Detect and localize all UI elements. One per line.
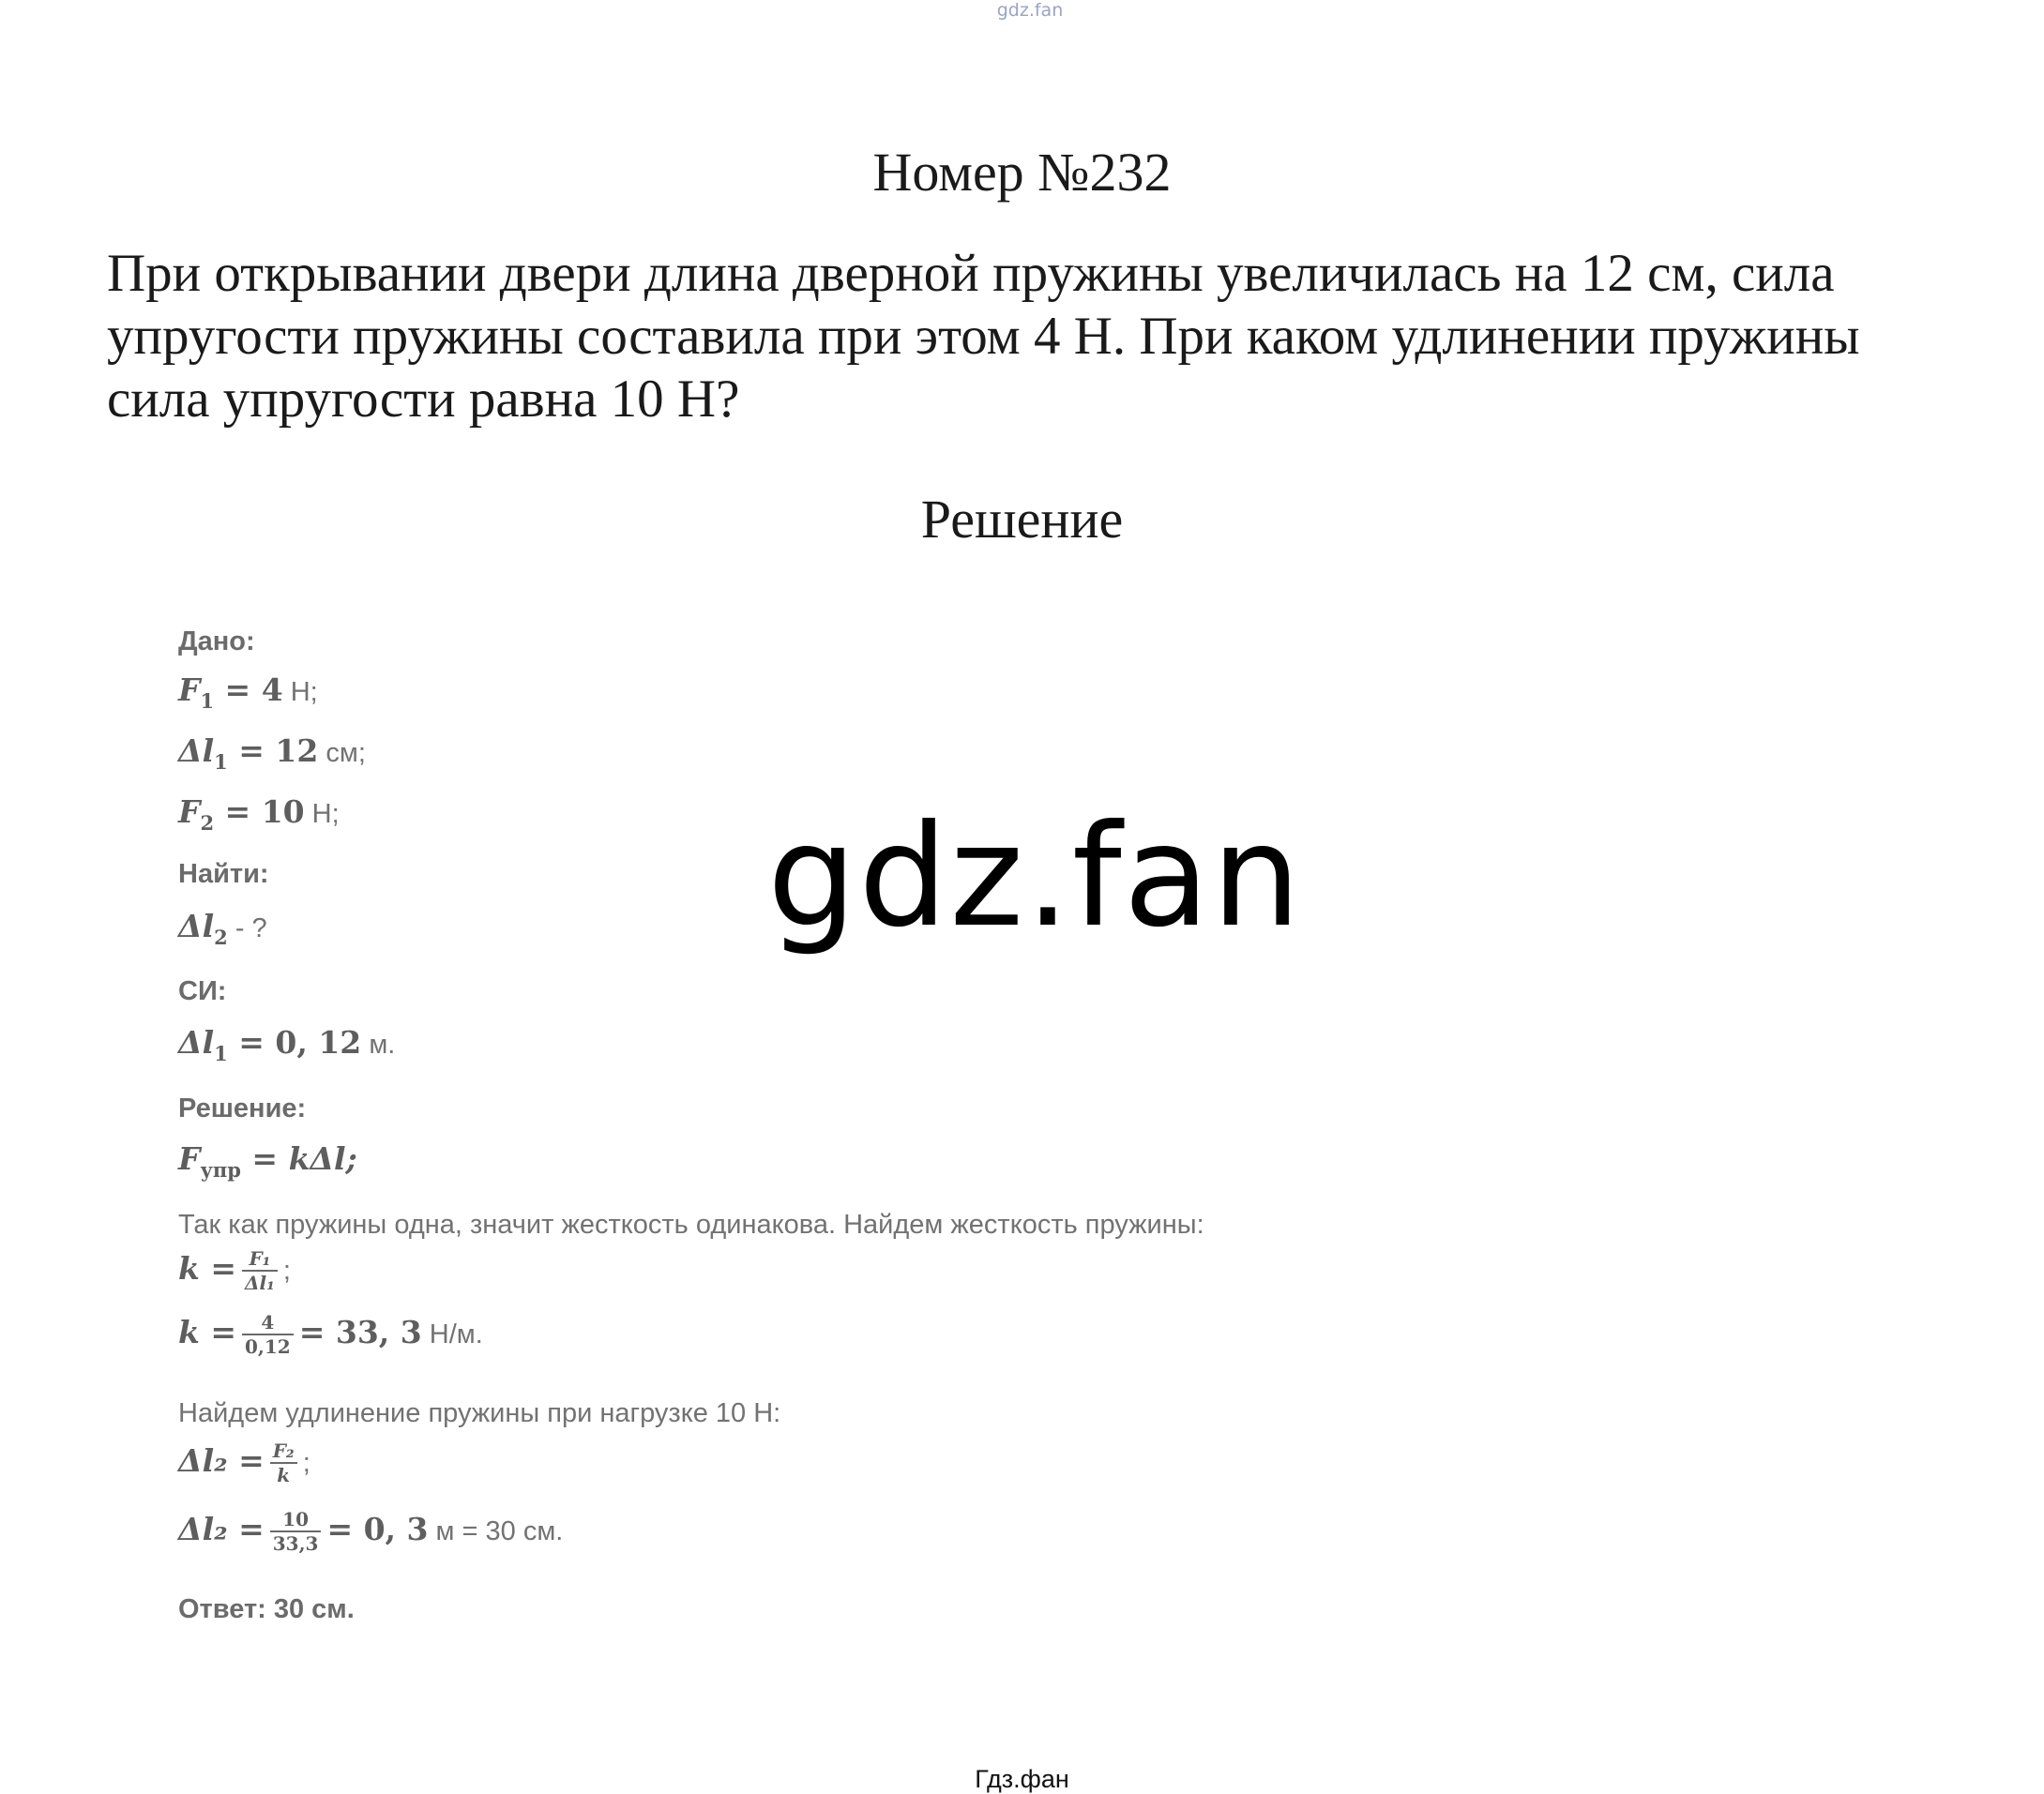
task-text: При открывании двери длина дверной пружины увеличилась на 12 см, сила упругости пружины составила при этом 4 Н. При каком удлинении пружины сила упругости равна 10 Н?: [107, 244, 1860, 429]
find-label: Найти:: [178, 859, 269, 889]
find-value: $\Delta l_2$ - ?: [178, 908, 267, 949]
formula-hooke: $F_{упр} = k\Delta l$;: [178, 1140, 357, 1182]
center-watermark: gdz.fan: [767, 795, 1303, 958]
given-label: Дано:: [178, 626, 255, 656]
answer: Ответ: 30 см.: [178, 1594, 355, 1624]
given-f1: $F_1 = 4$ Н;: [178, 671, 318, 713]
si-value: $\Delta l_1 = 0$, 12 м.: [178, 1024, 396, 1065]
note-stiffness: Так как пружины одна, значит жесткость одинакова. Найдем жесткость пружины:: [178, 1210, 1204, 1240]
footer-text: Гдз.фан: [975, 1765, 1069, 1793]
k-formula: k = $\frac{\text{F₁}}{\text{Δl₁}}$ ;: [178, 1247, 291, 1294]
top-watermark: gdz.fan: [996, 0, 1064, 21]
dl2-formula: Δl₂ = $\frac{\text{F₂}}{k}$ ;: [178, 1440, 310, 1486]
k-calc: k = $\frac{4}{0,12}$ = 33, 3 Н/м.: [178, 1311, 483, 1358]
note-elongation: Найдем удлинение пружины при нагрузке 10 Н:: [178, 1398, 781, 1428]
given-f2: $F_2 = 10$ Н;: [178, 793, 340, 835]
solution-label: Решение:: [178, 1093, 307, 1123]
given-dl1: $\Delta l_1 = 12$ см;: [178, 732, 366, 774]
si-label: СИ:: [178, 976, 227, 1006]
solution-heading: Решение: [920, 489, 1124, 550]
dl2-calc: Δl₂ = $\frac{10}{33,3}$ = 0, 3 м = 30 см.: [178, 1508, 564, 1555]
page-title: Номер №232: [872, 142, 1172, 203]
